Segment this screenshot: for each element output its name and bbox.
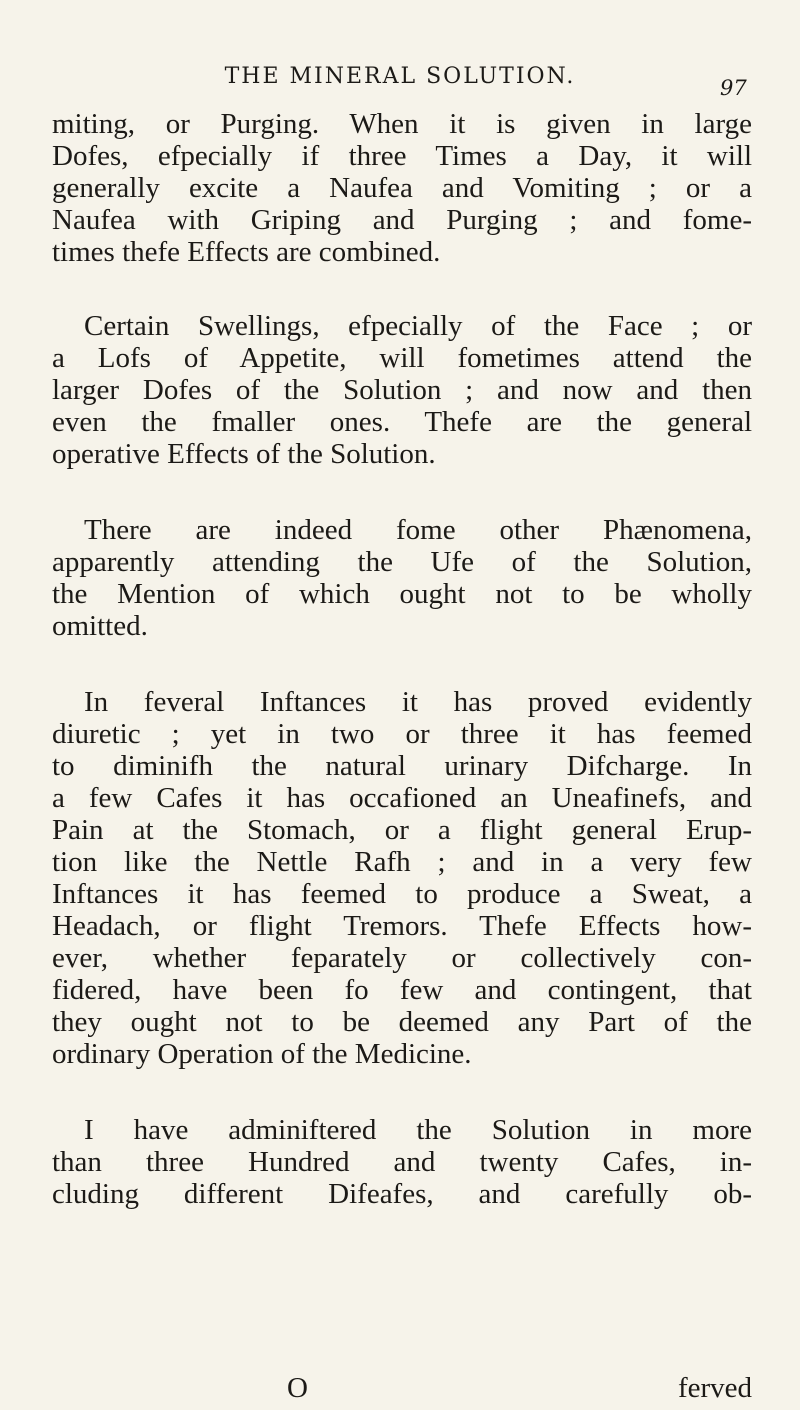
text-line: Dofes, efpecially if three Times a Day, it will <box>52 140 752 172</box>
text-line: to diminifh the natural urinary Difcharge. In <box>52 750 752 782</box>
text-line: miting, or Purging. When it is given in large <box>52 108 752 140</box>
text-line: times thefe Effects are combined. <box>52 236 441 268</box>
text-line: There are indeed fome other Phænomena, <box>84 514 752 546</box>
page-footer <box>52 1372 752 1404</box>
text-line: generally excite a Naufea and Vomiting ; or a <box>52 172 752 204</box>
text-line: they ought not to be deemed any Part of the <box>52 1006 752 1038</box>
text-line: even the fmaller ones. Thefe are the general <box>52 406 752 438</box>
text-line: operative Effects of the Solution. <box>52 438 436 470</box>
text-line: fidered, have been fo few and contingent, that <box>52 974 752 1006</box>
text-line: Pain at the Stomach, or a flight general Erup- <box>52 814 752 846</box>
text-line: ever, whether feparately or collectively con- <box>52 942 752 974</box>
text-line: I have adminiftered the Solution in more <box>84 1114 752 1146</box>
text-line: omitted. <box>52 610 148 642</box>
paragraph-5 <box>52 1114 752 1210</box>
text-line: the Mention of which ought not to be wholly <box>52 578 752 610</box>
text-line: larger Dofes of the Solution ; and now and then <box>52 374 752 406</box>
paragraph-3 <box>52 514 752 642</box>
text-line: Naufea with Griping and Purging ; and fome- <box>52 204 752 236</box>
paragraph-4 <box>52 686 752 1070</box>
text-line: a Lofs of Appetite, will fometimes attend the <box>52 342 752 374</box>
page-number: 97 <box>720 76 747 100</box>
text-line: Certain Swellings, efpecially of the Face ; or <box>84 310 752 342</box>
running-title: THE MINERAL SOLUTION. <box>224 64 576 89</box>
text-line: tion like the Nettle Rafh ; and in a very few <box>52 846 752 878</box>
paragraph-2 <box>52 310 752 470</box>
body-text <box>52 108 752 1210</box>
text-line: a few Cafes it has occafioned an Uneafinefs, and <box>52 782 752 814</box>
paragraph-1 <box>52 108 752 268</box>
text-line: diuretic ; yet in two or three it has feemed <box>52 718 752 750</box>
text-line: Headach, or flight Tremors. Thefe Effects how- <box>52 910 752 942</box>
text-line: In feveral Inftances it has proved evidently <box>84 686 752 718</box>
text-line: cluding different Difeafes, and carefully ob- <box>52 1178 752 1210</box>
signature-mark: O <box>287 1372 308 1404</box>
text-line: Inftances it has feemed to produce a Sweat, a <box>52 878 752 910</box>
text-line: than three Hundred and twenty Cafes, in- <box>52 1146 752 1178</box>
text-line: ordinary Operation of the Medicine. <box>52 1038 472 1070</box>
text-line: apparently attending the Ufe of the Solution, <box>52 546 752 578</box>
catchword: ferved <box>677 1372 752 1404</box>
